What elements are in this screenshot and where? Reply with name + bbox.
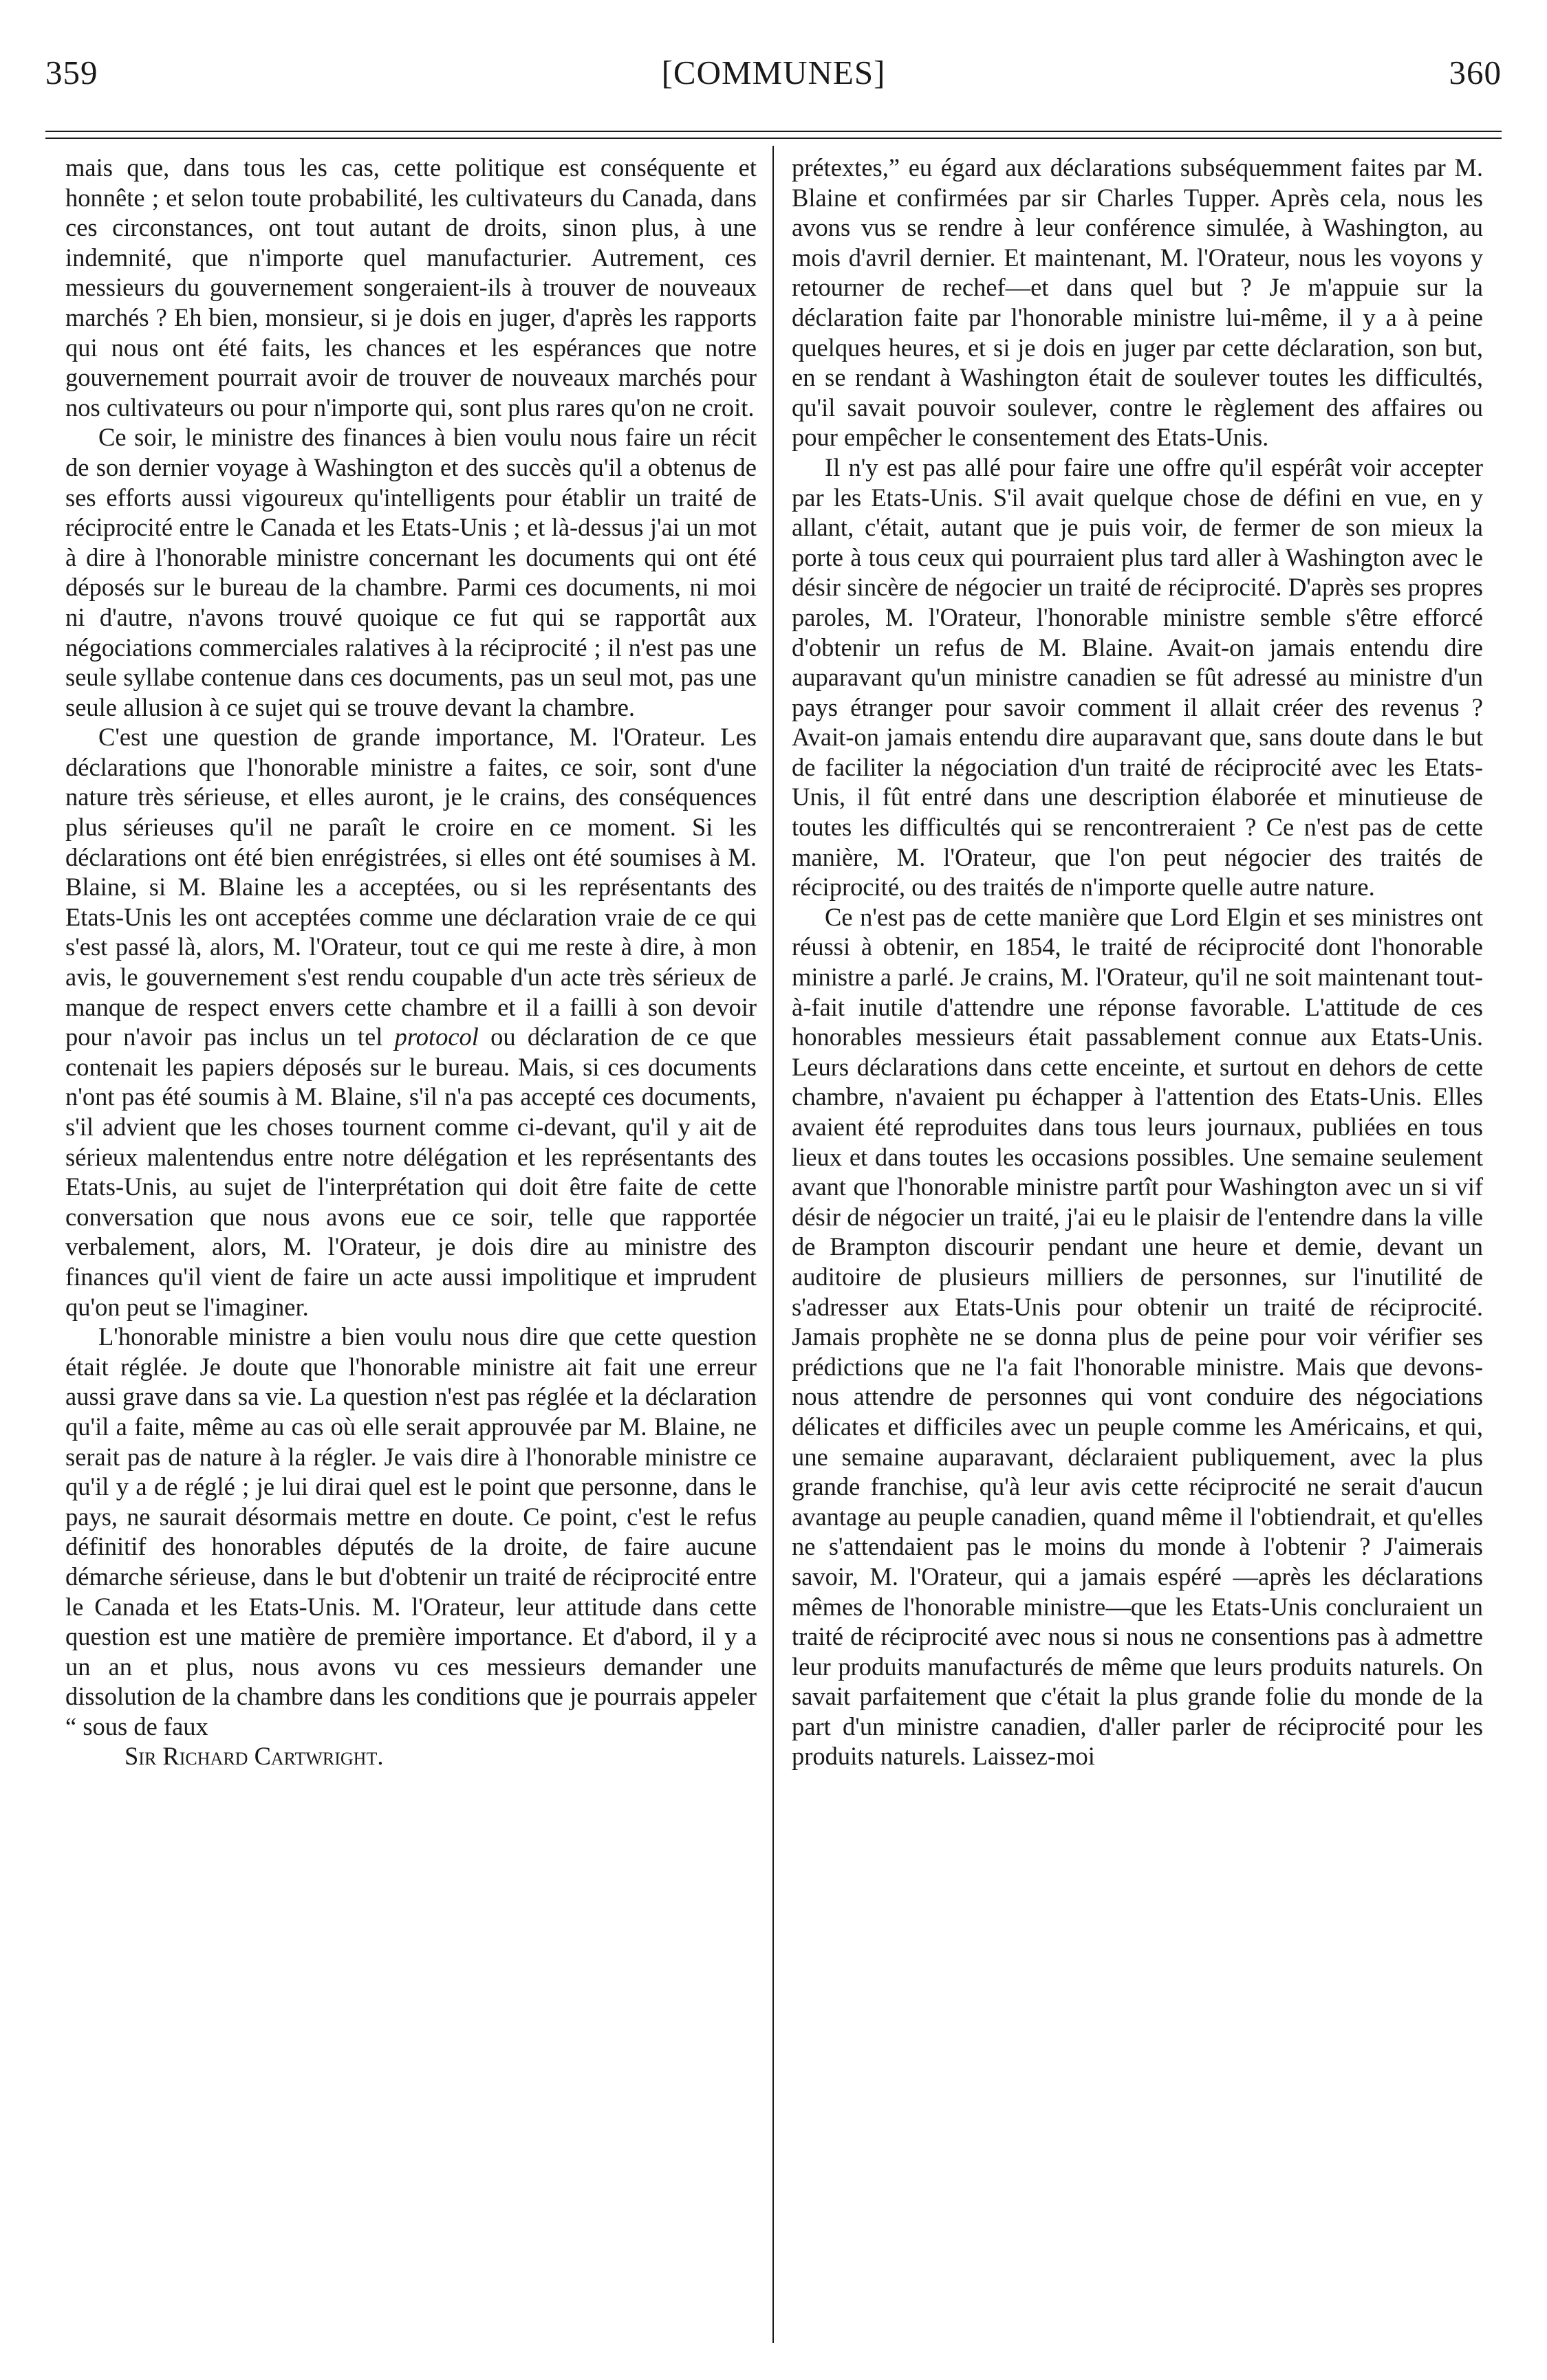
left-column bbox=[65, 153, 757, 1771]
header-rule-top bbox=[45, 131, 1502, 132]
column-divider bbox=[772, 146, 774, 2343]
header-rule-bottom bbox=[45, 138, 1502, 139]
paragraph-text: C'est une question de grande importance, M. l'Orateur. Les déclarations que l'honorable ministre a faites, ce soir, sont d'une nature très sérieuse, et elles auront, je le crains, des conséquences plus sérieuses qu'il ne paraît le croire en ce moment. Si les déclarations ont été bien enrégistrées, si elles ont été soumises à M. Blaine, si M. Blaine les a acceptées, ou si les représentants des Etats-Unis les ont acceptées comme une déclaration vraie de ce qui s'est passé là, alors, M. l'Orateur, tout ce qui me reste à dire, à mon avis, le gouvernement s'est rendu coupable d'un acte très sérieux de manque de respect envers cette chambre et il a failli à son devoir pour n'avoir pas inclus un tel bbox=[65, 723, 757, 1051]
page-number-right: 360 bbox=[1449, 54, 1502, 91]
paragraph: Ce soir, le ministre des finances à bien voulu nous faire un récit de son dernier voyage à Washington et des succès qu'il a obtenus de ses efforts aussi vigoureux qu'intelligents pour établir un traité de réciprocité entre le Canada et les Etats-Unis ; et là-dessus j'ai un mot à dire à l'honorable ministre concernant les documents qui ont été déposés sur le bureau de la chambre. Parmi ces documents, ni moi ni d'autre, n'avons trouvé quoique ce fut qui se rapportât aux négociations commerciales ralatives à la réciprocité ; il n'est pas une seule syllabe contenue dans ces documents, pas un seul mot, pas une seule allusion à ce sujet qui se trouve devant la chambre. bbox=[65, 423, 757, 721]
paragraph bbox=[65, 722, 757, 1322]
paragraph: Il n'y est pas allé pour faire une offre qu'il espérât voir accepter par les Etats-Unis. S'il avait quelque chose de défini en vue, en y allant, c'était, autant que je puis voir, de fermer de son mieux la porte à tous ceux qui pourraient plus tard aller à Washington avec le désir sincère de négocier un traité de réciprocité. D'après ses propres paroles, M. l'Orateur, l'honorable ministre semble s'être efforcé d'obtenir un refus de M. Blaine. Avait-on jamais entendu dire auparavant qu'un ministre canadien se fût adressé au ministre d'un pays étranger pour savoir comment il allait créer des revenus ? Avait-on jamais entendu dire auparavant que, sans doute dans le but de faciliter la négociation d'un traité de réciprocité avec les Etats-Unis, il fût entré dans une description élaborée et minutieuse de toutes les difficultés qui se rencontreraient ? Ce n'est pas de cette manière, M. l'Orateur, que l'on peut négocier des traités de réciprocité, ou des traités de n'importe quelle autre nature. bbox=[792, 452, 1483, 902]
speaker-signature: Sir Richard Cartwright. bbox=[125, 1742, 384, 1771]
paragraph: Ce n'est pas de cette manière que Lord Elgin et ses ministres ont réussi à obtenir, en 1854, le traité de réciprocité dont l'honorable ministre a parlé. Je crains, M. l'Orateur, qu'il ne soit maintenant tout-à-fait inutile d'attendre une réponse favorable. L'attitude de ces honorables messieurs était passablement connue aux Etats-Unis. Leurs déclarations dans cette enceinte, et surtout en dehors de cette chambre, n'avaient pu échapper à l'attention des Etats-Unis. Elles avaient été reproduites dans tous leurs journaux, publiées en tous lieux et dans toutes les occasions possibles. Une semaine seulement avant que l'honorable ministre partît pour Washington avec un si vif désir de négocier un traité, j'ai eu le plaisir de l'entendre dans la ville de Brampton discourir pendant une heure et demie, devant un auditoire de plusieurs milliers de personnes, sur l'inutilité de s'adresser aux Etats-Unis pour obtenir un traité de réciprocité. Jamais prophète ne se donna plus de peine pour voir vérifier ses prédictions que ne l'a fait l'honorable ministre. Mais que devons-nous attendre de personnes qui vont conduire des négociations délicates et difficiles avec un peuple comme les Américains, et qui, une semaine auparavant, déclaraient publiquement, avec la plus grande franchise, qu'à leur avis cette réciprocité ne serait d'aucun avantage au peuple canadien, quand même il l'obtiendrait, et qu'elles ne s'attendaient pas le moins du monde à l'obtenir ? J'aimerais savoir, M. l'Orateur, qui a jamais espéré —après les déclarations mêmes de l'honorable ministre—que les Etats-Unis concluraient un traité de réciprocité avec nous si nous ne consentions pas à admettre leur produits manufacturés de même que leurs produits naturels. On savait parfaitement que c'était la plus grande folie du monde de la part d'un ministre canadien, d'aller parler de réciprocité pour les produits naturels. Laissez-moi bbox=[792, 902, 1483, 1771]
paragraph: prétextes,” eu égard aux déclarations subséquemment faites par M. Blaine et confirmées par sir Charles Tupper. Après cela, nous les avons vus se rendre à leur conférence simulée, à Washington, au mois d'avril dernier. Et maintenant, M. l'Orateur, nous les voyons y retourner de rechef—et dans quel but ? Je m'appuie sur la déclaration faite par l'honorable ministre lui-même, il y a à peine quelques heures, et si je dois en juger par cette déclaration, son but, en se rendant à Washington était de soulever toutes les difficultés, qu'il savait pouvoir soulever, contre le règlement des affaires ou pour empêcher le consentement des Etats-Unis. bbox=[792, 153, 1483, 452]
paragraph: L'honorable ministre a bien voulu nous dire que cette question était réglée. Je doute que l'honorable ministre ait fait une erreur aussi grave dans sa vie. La question n'est pas réglée et la déclaration qu'il a faite, même au cas où elle serait approuvée par M. Blaine, ne serait pas de nature à la régler. Je vais dire à l'honorable ministre ce qu'il y a de réglé ; je lui dirai quel est le point que personne, dans le pays, ne saurait désormais mettre en doute. Ce point, c'est le refus définitif des honorables députés de la droite, de faire aucune démarche sérieuse, dans le but d'obtenir un traité de réciprocité entre le Canada et les Etats-Unis. M. l'Orateur, leur attitude dans cette question est une matière de première importance. Et d'abord, il y a un an et plus, nous avons vu ces messieurs demander une dissolution de la chambre dans les conditions que je pourrais appeler “ sous de faux bbox=[65, 1322, 757, 1740]
page-number-left: 359 bbox=[45, 54, 98, 91]
right-column bbox=[792, 153, 1483, 1771]
paragraph: mais que, dans tous les cas, cette politique est conséquente et honnête ; et selon toute probabilité, les cultivateurs du Canada, dans ces circonstances, ont tout autant de droits, sinon plus, à une indemnité, que n'importe quel manufacturier. Autrement, ces messieurs du gouvernement songeraient-ils à trouver de nouveaux marchés ? Eh bien, monsieur, si je dois en juger, d'après les rapports qui nous ont été faits, les chances et les espérances que notre gouvernement pourrait avoir de trouver de nouveaux marchés pour nos cultivateurs ou pour n'importe qui, sont plus rares qu'on ne croit. bbox=[65, 153, 757, 422]
italic-term: protocol bbox=[394, 1023, 479, 1051]
running-title: [COMMUNES] bbox=[661, 54, 886, 91]
paragraph-text: ou déclaration de ce que contenait les papiers déposés sur le bureau. Mais, si ces documents n'ont pas été soumis à M. Blaine, s'il n'a pas accepté ces documents, s'il advient que les choses tournent comme ci-devant, qu'il y ait de sérieux malentendus entre notre délégation et les représentants des Etats-Unis, au sujet de l'interprétation qui doit être faite de cette conversation que nous avons eue ce soir, telle que rapportée verbalement, alors, M. l'Orateur, je dois dire au ministre des finances qu'il vient de faire un acte aussi impolitique et imprudent qu'on peut se l'imaginer. bbox=[65, 1023, 757, 1321]
